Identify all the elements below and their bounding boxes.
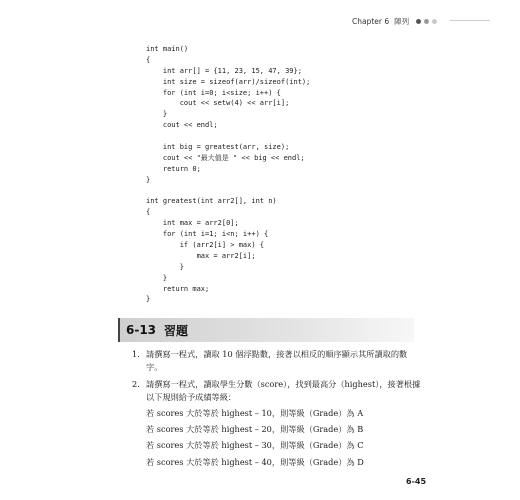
code-line: return 0; [146,164,201,173]
code-line: int max = arr2[0]; [146,219,239,228]
header-rule [450,20,490,21]
section-number: 6-13 [126,323,157,337]
exercise-text: 請撰寫一程式，讀取 10 個浮點數，接著以相反的順序顯示其所讀取的數字。 [146,349,408,372]
chapter-label: Chapter 6 [352,16,390,26]
code-line: int greatest(int arr2[], int n) [146,197,277,206]
section-title: 習題 [164,323,189,338]
code-line: max = arr2[i]; [146,251,256,260]
code-line: cout << "最大值是 " << big << endl; [146,153,305,162]
code-line: int big = greatest(arr, size); [146,143,290,152]
grade-rule: 若 scores 大於等於 highest – 20，則等級（Grade）為 B [146,424,364,435]
code-line: } [146,273,168,282]
exercise-item [132,378,422,469]
section-heading [118,318,414,342]
code-line: } [146,110,168,119]
code-line: for (int i=1; i<n; i++) { [146,230,269,239]
code-line: } [146,295,151,304]
dot-icon [424,19,429,24]
code-listing [146,44,446,305]
grade-rule: 若 scores 大於等於 highest – 30，則等級（Grade）為 C [146,440,364,451]
code-line: } [146,262,184,271]
header-dots-decoration [416,19,440,24]
grade-rule: 若 scores 大於等於 highest – 40，則等級（Grade）為 D [146,456,364,467]
code-line: int arr[] = {11, 23, 15, 47, 39}; [146,66,302,75]
code-line: int size = sizeof(arr)/sizeof(int); [146,77,311,86]
code-line: for (int i=0; i<size; i++) { [146,88,281,97]
code-line [146,186,446,197]
chapter-title: 陣列 [394,16,410,26]
dot-icon [416,19,421,24]
code-line: } [146,175,151,184]
exercise-list [132,348,422,473]
grade-rule: 若 scores 大於等於 highest – 10，則等級（Grade）為 A [146,408,364,418]
exercise-text: 請撰寫一程式，讀取學生分數（score），找到最高分（highest），接著根據以下規則給予成績等級： [146,379,421,402]
code-line: if (arr2[i] > max) { [146,241,265,250]
code-line [146,131,446,142]
code-line: return max; [146,284,210,293]
running-header [352,14,472,28]
code-line: int main() [146,45,189,53]
code-line: { [146,55,151,64]
code-line: { [146,208,151,217]
dot-icon [432,19,437,24]
code-line: cout << endl; [146,121,218,130]
page-number: 6-45 [406,477,427,486]
exercise-number: 1. [132,349,140,359]
exercise-number: 2. [132,379,140,389]
exercise-item [132,348,422,374]
code-line: cout << setw(4) << arr[i]; [146,99,290,108]
